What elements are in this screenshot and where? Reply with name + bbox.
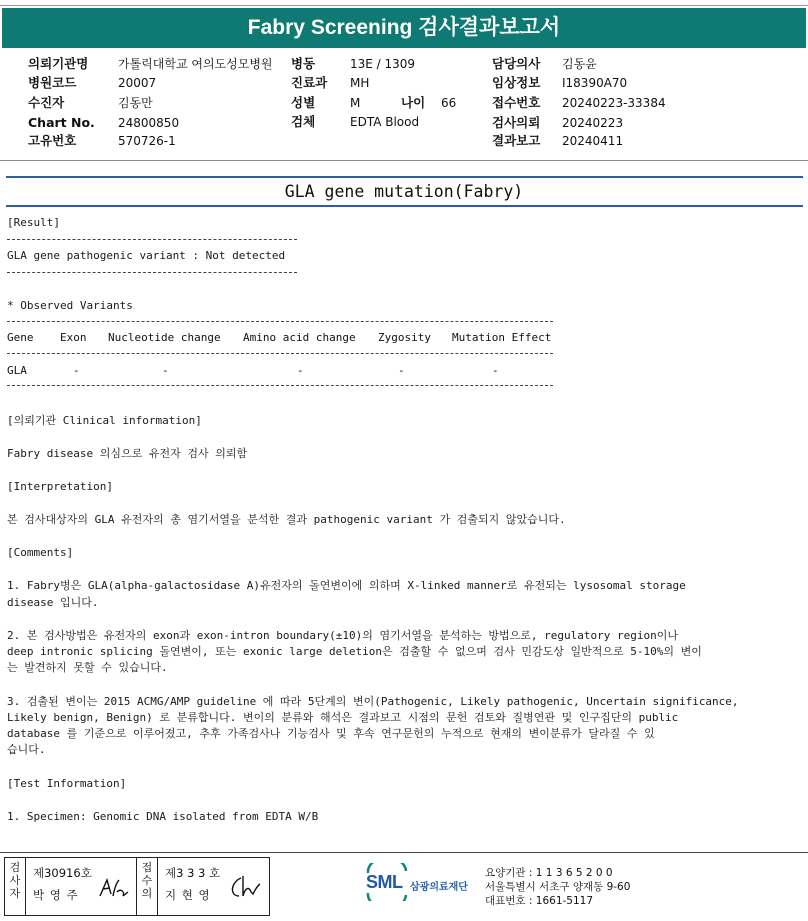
- dash-rule: [7, 353, 553, 354]
- tester-name: 박 영 주: [33, 888, 79, 902]
- dash-rule: [7, 272, 297, 273]
- reviewer-signature: [227, 872, 263, 902]
- footer-rule: [0, 852, 808, 853]
- logo-sml-text: SML: [366, 872, 403, 892]
- hospital-code-label: 병원코드: [28, 75, 77, 90]
- specimen-label: 검체: [291, 114, 316, 129]
- table-cell: -: [297, 364, 304, 377]
- sex-label: 성별: [291, 95, 316, 110]
- divider: [25, 858, 26, 915]
- request-label: 검사의뢰: [492, 115, 541, 130]
- receipt-value: 20240223-33384: [562, 96, 666, 110]
- doctor-value: 김동윤: [562, 57, 597, 71]
- logo-org-name: 삼광의료재단: [410, 882, 468, 893]
- comment-line: database 를 기준으로 이루어졌고, 추후 가족검사나 기능검사 및 후속 연구문헌의 누적으로 현재의 변이분류가 달라질 수 있: [7, 727, 655, 740]
- chart-value: 24800850: [118, 116, 180, 130]
- doctor-label: 담당의사: [492, 56, 541, 71]
- interpretation-heading: [Interpretation]: [7, 480, 113, 493]
- dept-value: MH: [350, 76, 370, 90]
- ward-value: 13E / 1309: [350, 57, 416, 71]
- report-date-label: 결과보고: [492, 133, 541, 148]
- institution-label: 의뢰기관명: [28, 56, 89, 71]
- sml-logo: [364, 863, 484, 901]
- tester-license: 제30916호: [33, 866, 92, 880]
- top-rule: [0, 5, 808, 6]
- result-heading: [Result]: [7, 216, 60, 229]
- tester-signature: [97, 874, 131, 902]
- contact-info: [485, 866, 630, 908]
- tester-label: 검사자: [9, 861, 21, 900]
- dash-rule: [7, 321, 553, 322]
- table-cell: -: [162, 364, 169, 377]
- comment-line: 는 발견하지 못할 수 있습니다.: [7, 661, 168, 674]
- patient-value: 김동만: [118, 96, 153, 110]
- table-cell: -: [492, 364, 499, 377]
- unique-value: 570726-1: [118, 134, 176, 148]
- specimen-value: EDTA Blood: [350, 115, 420, 129]
- interpretation-text: 본 검사대상자의 GLA 유전자의 총 염기서열을 분석한 결과 pathogenic variant 가 검출되지 않았습니다.: [7, 513, 566, 526]
- divider: [136, 858, 137, 915]
- comment-line: 2. 본 검사방법은 유전자의 exon과 exon-intron boundary(±10)의 염기서열을 분석하는 방법으로, regulatory region이나: [7, 629, 679, 642]
- result-line: GLA gene pathogenic variant : Not detected: [7, 249, 286, 262]
- dash-rule: [7, 239, 297, 240]
- comment-line: disease 입니다.: [7, 596, 99, 609]
- comment-line: 3. 검출된 변이는 2015 ACMG/AMP guideline 에 따라 5단계의 변이(Pathogenic, Likely pathogenic, Uncertain significance,: [7, 695, 739, 708]
- report-date-value: 20240411: [562, 134, 624, 148]
- receipt-label: 접수번호: [492, 95, 541, 110]
- divider: [157, 858, 158, 915]
- unique-label: 고유번호: [28, 133, 77, 148]
- column-header: Nucleotide change: [108, 331, 221, 344]
- reviewer-license: 제3 3 3 호: [165, 866, 221, 880]
- dept-label: 진료과: [291, 75, 328, 90]
- comment-line: 습니다.: [7, 743, 46, 756]
- sex-value: M: [350, 96, 361, 110]
- title-rule-bottom: [6, 205, 803, 207]
- patient-info: [0, 53, 808, 153]
- table-cell: -: [73, 364, 80, 377]
- request-value: 20240223: [562, 116, 624, 130]
- chart-label: Chart No.: [28, 115, 95, 130]
- column-header: Gene: [7, 331, 34, 344]
- table-cell: -: [398, 364, 405, 377]
- column-header: Mutation Effect: [452, 331, 552, 344]
- test-title: GLA gene mutation(Fabry): [284, 182, 524, 201]
- column-header: Exon: [60, 331, 87, 344]
- info-separator: [0, 160, 808, 161]
- test-info-heading: [Test Information]: [7, 777, 127, 790]
- variants-heading: * Observed Variants: [7, 299, 133, 312]
- clinical-info-value: I18390A70: [562, 76, 628, 90]
- comments-heading: [Comments]: [7, 546, 74, 559]
- agency-number: 요양기관 : 1 1 3 6 5 2 0 0: [485, 867, 613, 879]
- comment-line: 1. Fabry병은 GLA(alpha-galactosidase A)유전자의 돌연변이에 의하며 X-linked manner로 유전되는 lysosomal storage: [7, 579, 686, 592]
- report-title: Fabry Screening 검사결과보고서: [247, 16, 561, 39]
- comment-line: deep intronic splicing 돌연변이, 또는 exonic large deletion은 검출할 수 없으며 검사 민감도상 일반적으로 5-10%의 변이: [7, 645, 702, 658]
- ward-label: 병동: [291, 56, 316, 71]
- phone-number: 대표번호 : 1661-5117: [485, 895, 594, 907]
- clinical-info-label: 임상정보: [492, 75, 541, 90]
- test-info-line: 1. Specimen: Genomic DNA isolated from EDTA W/B: [7, 810, 319, 823]
- signature-box: [4, 857, 270, 916]
- age-value: 66: [441, 96, 457, 110]
- reviewer-name: 지 현 영: [165, 888, 211, 902]
- column-header: Amino acid change: [243, 331, 356, 344]
- title-rule-top: [6, 176, 803, 178]
- age-label: 나이: [401, 95, 426, 110]
- address: 서울특별시 서초구 양재동 9-60: [485, 881, 631, 893]
- institution-value: 가톨릭대학교 여의도성모병원: [118, 57, 273, 71]
- table-cell: GLA: [7, 364, 27, 377]
- reviewer-label: 접수의: [141, 861, 153, 900]
- dash-rule: [7, 385, 553, 386]
- column-header: Zygosity: [378, 331, 431, 344]
- hospital-code-value: 20007: [118, 76, 157, 90]
- clinical-text: Fabry disease 의심으로 유전자 검사 의뢰함: [7, 447, 248, 460]
- report-header: [2, 8, 806, 48]
- comment-line: Likely benign, Benign) 로 분류합니다. 변이의 분류와 해석은 결과보고 시점의 문헌 검토와 질병연관 및 인구집단의 public: [7, 711, 679, 724]
- clinical-heading: [의뢰기관 Clinical information]: [7, 414, 202, 427]
- patient-label: 수진자: [28, 95, 65, 110]
